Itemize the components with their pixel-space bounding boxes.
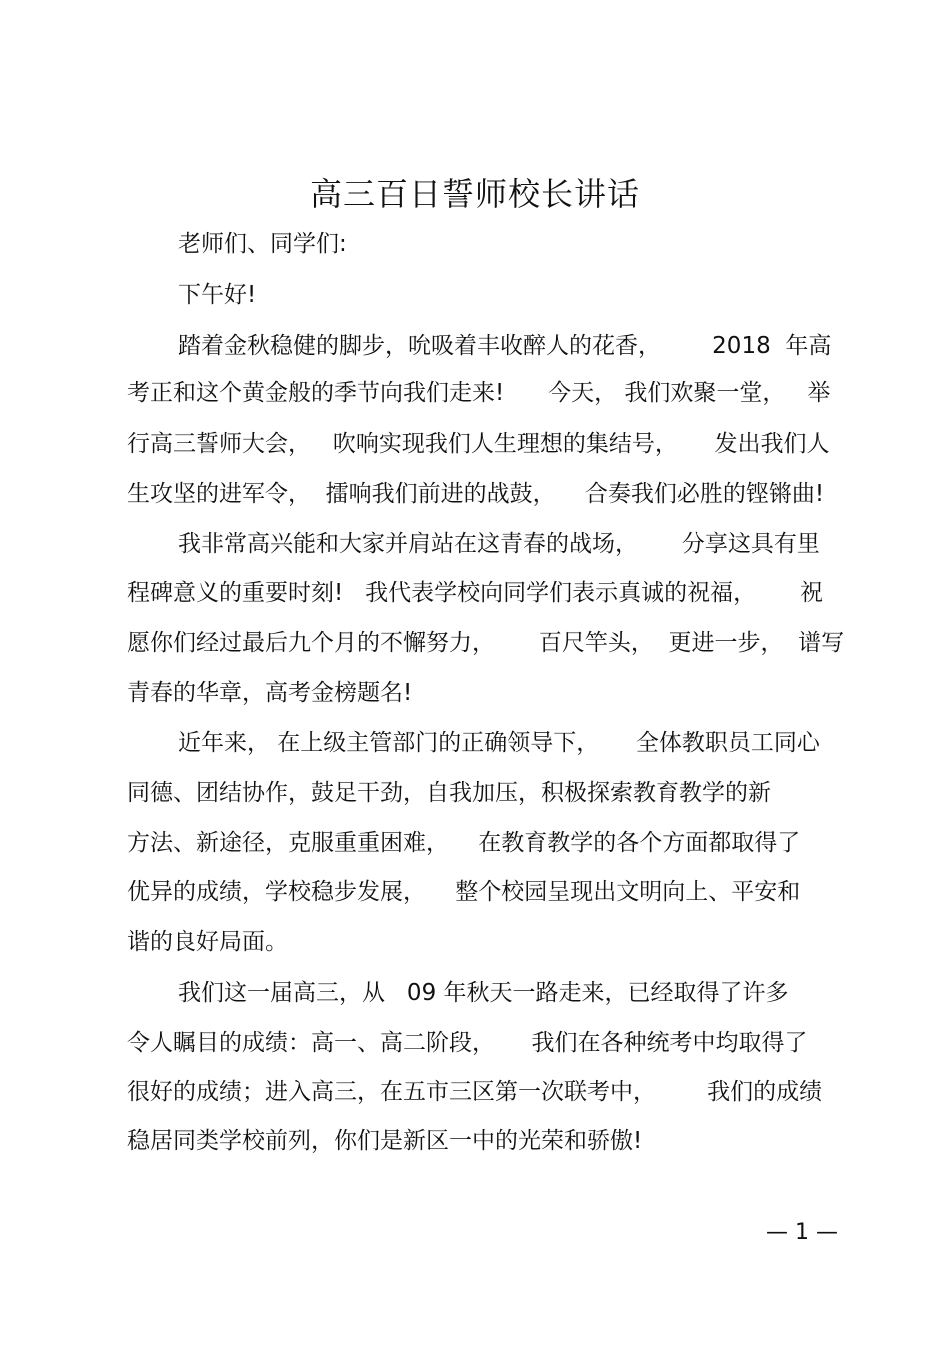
paragraph-2-line-3: 愿你们经过最后九个月的不懈努力， 百尺竿头， 更进一步， 谱写 <box>127 630 845 656</box>
paragraph-1-line-4: 生攻坚的进军令， 擂响我们前进的战鼓， 合奏我们必胜的铿锵曲! <box>127 481 825 507</box>
paragraph-2-line-4: 青春的华章，高考金榜题名! <box>127 680 413 706</box>
paragraph-3-line-1: 近年来， 在上级主管部门的正确领导下， 全体教职员工同心 <box>178 730 820 756</box>
paragraph-4-line-4: 稳居同类学校前列，你们是新区一中的光荣和骄傲! <box>127 1128 643 1154</box>
greeting-line: 下午好! <box>178 282 257 308</box>
page-number: — 1 — <box>766 1220 838 1245</box>
salutation-line: 老师们、同学们: <box>178 231 347 257</box>
paragraph-4-line-1: 我们这一届高三，从 09 年秋天一路走来，已经取得了许多 <box>178 980 789 1006</box>
paragraph-3-line-5: 谐的良好局面。 <box>127 929 288 955</box>
paragraph-3-line-3: 方法、新途径，克服重重困难， 在教育教学的各个方面都取得了 <box>127 830 801 856</box>
paragraph-2-line-1: 我非常高兴能和大家并肩站在这青春的战场， 分享这具有里 <box>178 531 820 557</box>
document-title: 高三百日誓师校长讲话 <box>309 175 640 213</box>
paragraph-1-line-3: 行高三誓师大会， 吹响实现我们人生理想的集结号， 发出我们人 <box>127 431 830 457</box>
paragraph-1-line-2: 考正和这个黄金般的季节向我们走来! 今天， 我们欢聚一堂， 举 <box>127 380 831 406</box>
paragraph-3-line-2: 同德、团结协作，鼓足干劲，自我加压，积极探索教育教学的新 <box>127 780 771 806</box>
paragraph-2-line-2: 程碑意义的重要时刻! 我代表学校向同学们表示真诚的祝福， 祝 <box>127 580 824 606</box>
paragraph-3-line-4: 优异的成绩，学校稳步发展， 整个校园呈现出文明向上、平安和 <box>127 879 801 905</box>
paragraph-1-line-1: 踏着金秋稳健的脚步，吮吸着丰收醉人的花香， 2018 年高 <box>178 333 832 359</box>
paragraph-4-line-3: 很好的成绩；进入高三，在五市三区第一次联考中， 我们的成绩 <box>127 1079 823 1105</box>
paragraph-4-line-2: 令人瞩目的成绩：高一、高二阶段， 我们在各种统考中均取得了 <box>127 1030 808 1056</box>
